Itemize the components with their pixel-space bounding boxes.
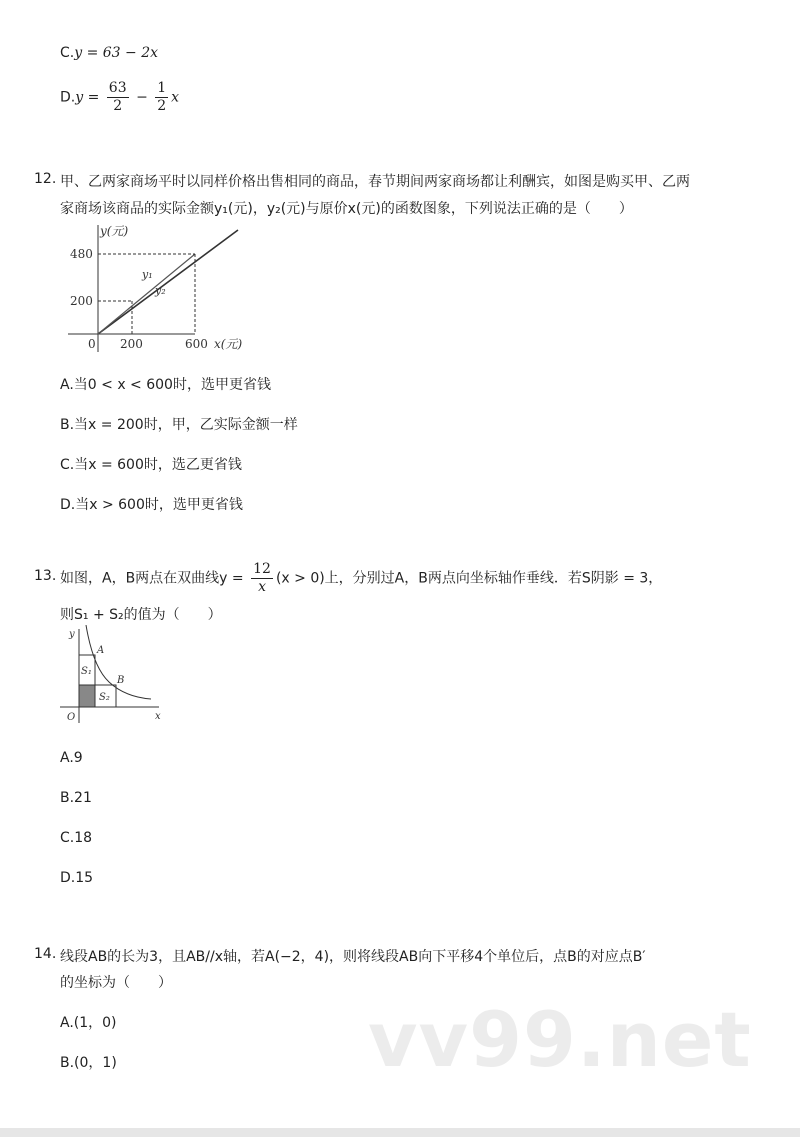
q12-stem-line2: 家商场该商品的实际金额y₁(元)，y₂(元)与原价x(元)的函数图象，下列说法正确的是（ ） — [60, 201, 633, 217]
q12-graph — [60, 222, 260, 354]
q14-stem-line2: 的坐标为（ ） — [60, 975, 172, 991]
hyperbola — [86, 625, 151, 699]
q13-option-b: B.21 — [60, 790, 92, 806]
x-tick: 200 — [120, 337, 143, 351]
shaded-region — [79, 685, 95, 707]
numerator: 1 — [157, 80, 167, 96]
q13-stem-line1 — [60, 561, 662, 596]
point-a-label: A — [97, 645, 105, 656]
option-expression: y = 63 − 2x — [74, 45, 159, 61]
numerator: 63 — [108, 80, 127, 96]
option-label: D. — [60, 89, 76, 106]
q12-option-d: D.当x > 600时，选甲更省钱 — [60, 497, 243, 513]
line-y2 — [98, 254, 195, 334]
fraction — [107, 80, 129, 115]
y-axis-label: y(元) — [100, 224, 129, 238]
s1-label: S₁ — [81, 666, 92, 677]
page-bottom-edge — [0, 1128, 800, 1137]
q14-number: 14. — [34, 946, 57, 962]
option-lhs: y = — [75, 89, 100, 106]
q12-number: 12. — [34, 171, 57, 187]
denominator: 2 — [157, 98, 167, 114]
point-b-label: B — [117, 675, 125, 686]
q13-number: 13. — [34, 568, 57, 584]
watermark: vv99.net — [368, 995, 752, 1084]
x-label: x — [155, 711, 161, 722]
q12-stem-line1: 甲、乙两家商场平时以同样价格出售相同的商品，春节期间两家商场都让利酬宾，如图是购买甲、乙两 — [60, 174, 690, 190]
denominator: 2 — [113, 98, 123, 114]
y-tick: 480 — [70, 247, 93, 261]
q13-option-a: A.9 — [60, 750, 83, 766]
q12-option-a: A.当0 < x < 600时，选甲更省钱 — [60, 377, 271, 393]
q14-option-a: A.(1，0) — [60, 1015, 117, 1031]
fraction — [155, 80, 168, 115]
q11-option-c — [60, 45, 158, 61]
origin-label: 0 — [88, 337, 96, 351]
q13-option-d: D.15 — [60, 870, 94, 886]
line-y1 — [98, 230, 238, 334]
y-label: y — [69, 629, 75, 640]
y-tick: 200 — [70, 294, 93, 308]
q13-stem-line2: 则S₁ + S₂的值为（ ） — [60, 607, 222, 623]
stem-text: 如图，A，B两点在双曲线y = — [60, 570, 244, 587]
x-tick: 600 — [185, 337, 208, 351]
q12-option-b: B.当x = 200时，甲，乙实际金额一样 — [60, 417, 298, 433]
q12-option-c: C.当x = 600时，选乙更省钱 — [60, 457, 242, 473]
q14-stem-line1: 线段AB的长为3，且AB//x轴，若A(−2，4)，则将线段AB向下平移4个单位后，点B的对应点B′ — [60, 949, 646, 965]
origin-label: O — [67, 712, 76, 723]
x-axis-label: x(元) — [214, 337, 243, 351]
numerator: 12 — [253, 561, 271, 577]
option-label: C. — [60, 45, 75, 61]
variable: x — [171, 89, 180, 106]
stem-text: (x > 0)上，分别过A，B两点向坐标轴作垂线．若S阴影 = 3， — [275, 570, 663, 587]
q13-option-c: C.18 — [60, 830, 93, 846]
q14-option-b: B.(0，1) — [60, 1055, 117, 1071]
minus: − — [136, 89, 148, 106]
denominator: x — [258, 579, 266, 595]
q13-graph — [55, 625, 170, 725]
s2-label: S₂ — [99, 692, 110, 703]
y2-label: y₂ — [155, 284, 166, 297]
fraction — [251, 561, 273, 596]
q11-option-d — [60, 80, 179, 115]
y1-label: y₁ — [142, 268, 153, 281]
